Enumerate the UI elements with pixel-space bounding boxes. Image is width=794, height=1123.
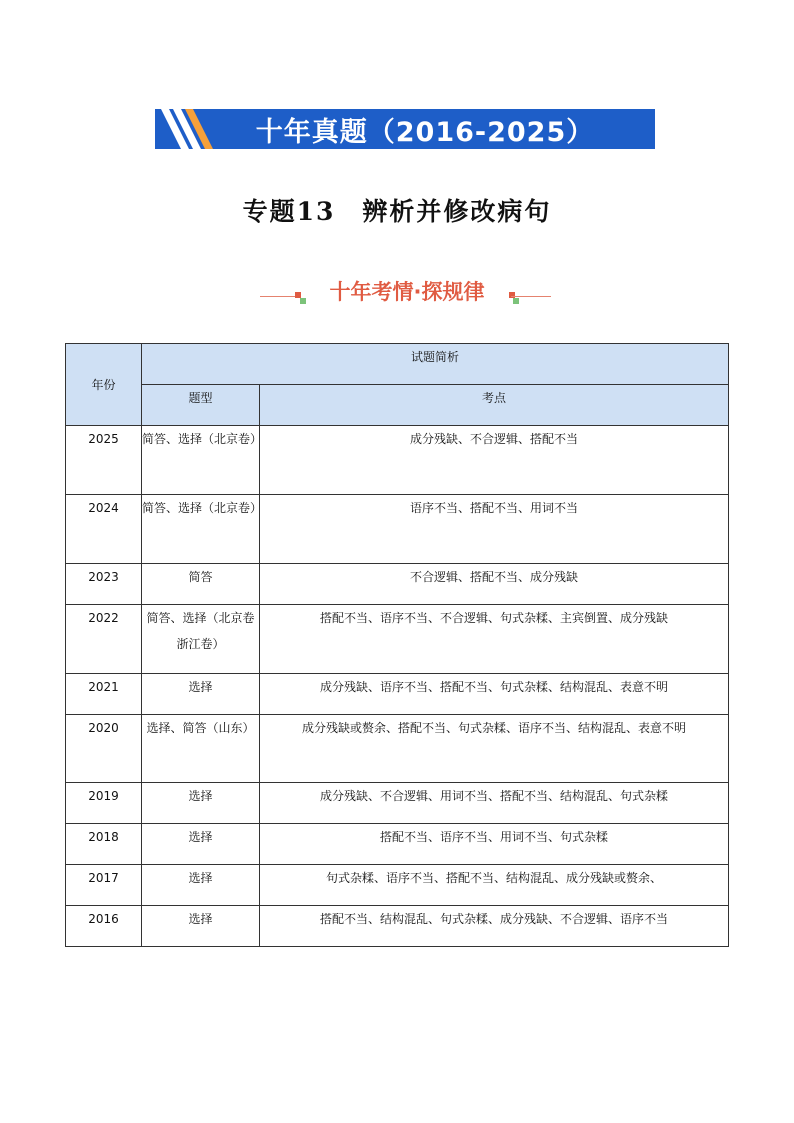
table-row [66,564,729,605]
table-row [66,495,729,564]
divider-left [260,296,298,297]
row-points: 句式杂糅、语序不当、搭配不当、结构混乱、成分残缺或赘余、 [260,865,729,906]
row-type: 选择 [142,783,260,824]
page-title: 专题13 辨析并修改病句 [242,197,552,226]
section-heading [255,276,555,310]
row-points: 搭配不当、语序不当、不合逻辑、句式杂糅、主宾倒置、成分残缺 [260,605,729,674]
row-type: 选择 [142,674,260,715]
row-points: 搭配不当、结构混乱、句式杂糅、成分残缺、不合逻辑、语序不当 [260,906,729,947]
row-points: 成分残缺、语序不当、搭配不当、句式杂糅、结构混乱、表意不明 [260,674,729,715]
row-points: 成分残缺、不合逻辑、搭配不当 [260,426,729,495]
row-type: 简答、选择（北京卷浙江卷） [142,605,260,674]
table-subheader-row [66,385,729,426]
header-points: 考点 [260,385,729,426]
header-year: 年份 [66,344,142,426]
row-year: 2025 [66,426,142,495]
table-row [66,906,729,947]
row-year: 2018 [66,824,142,865]
row-points: 成分残缺、不合逻辑、用词不当、搭配不当、结构混乱、句式杂糅 [260,783,729,824]
table-row [66,674,729,715]
table-row [66,605,729,674]
row-points: 语序不当、搭配不当、用词不当 [260,495,729,564]
row-year: 2016 [66,906,142,947]
row-type: 选择 [142,906,260,947]
exam-analysis-table [65,343,729,947]
table-row [66,426,729,495]
title-banner [155,109,655,149]
row-points: 不合逻辑、搭配不当、成分残缺 [260,564,729,605]
header-analysis: 试题简析 [142,344,729,385]
row-year: 2019 [66,783,142,824]
row-points: 搭配不当、语序不当、用词不当、句式杂糅 [260,824,729,865]
table-row [66,783,729,824]
square-right-accent-icon [513,298,519,304]
row-year: 2021 [66,674,142,715]
banner-title: 十年真题（2016-2025） [255,116,595,148]
row-type: 选择、简答（山东） [142,715,260,783]
row-year: 2017 [66,865,142,906]
section-heading-text: 十年考情·探规律 [329,280,485,304]
row-type: 简答、选择（北京卷） [142,495,260,564]
table-row [66,824,729,865]
row-year: 2022 [66,605,142,674]
table-header-row [66,344,729,385]
row-type: 选择 [142,824,260,865]
row-type: 简答 [142,564,260,605]
square-left-accent-icon [300,298,306,304]
row-year: 2024 [66,495,142,564]
row-type: 选择 [142,865,260,906]
header-type: 题型 [142,385,260,426]
row-year: 2023 [66,564,142,605]
row-type: 简答、选择（北京卷） [142,426,260,495]
table-row [66,865,729,906]
row-points: 成分残缺或赘余、搭配不当、句式杂糅、语序不当、结构混乱、表意不明 [260,715,729,783]
divider-right [511,296,551,297]
table-row [66,715,729,783]
row-year: 2020 [66,715,142,783]
